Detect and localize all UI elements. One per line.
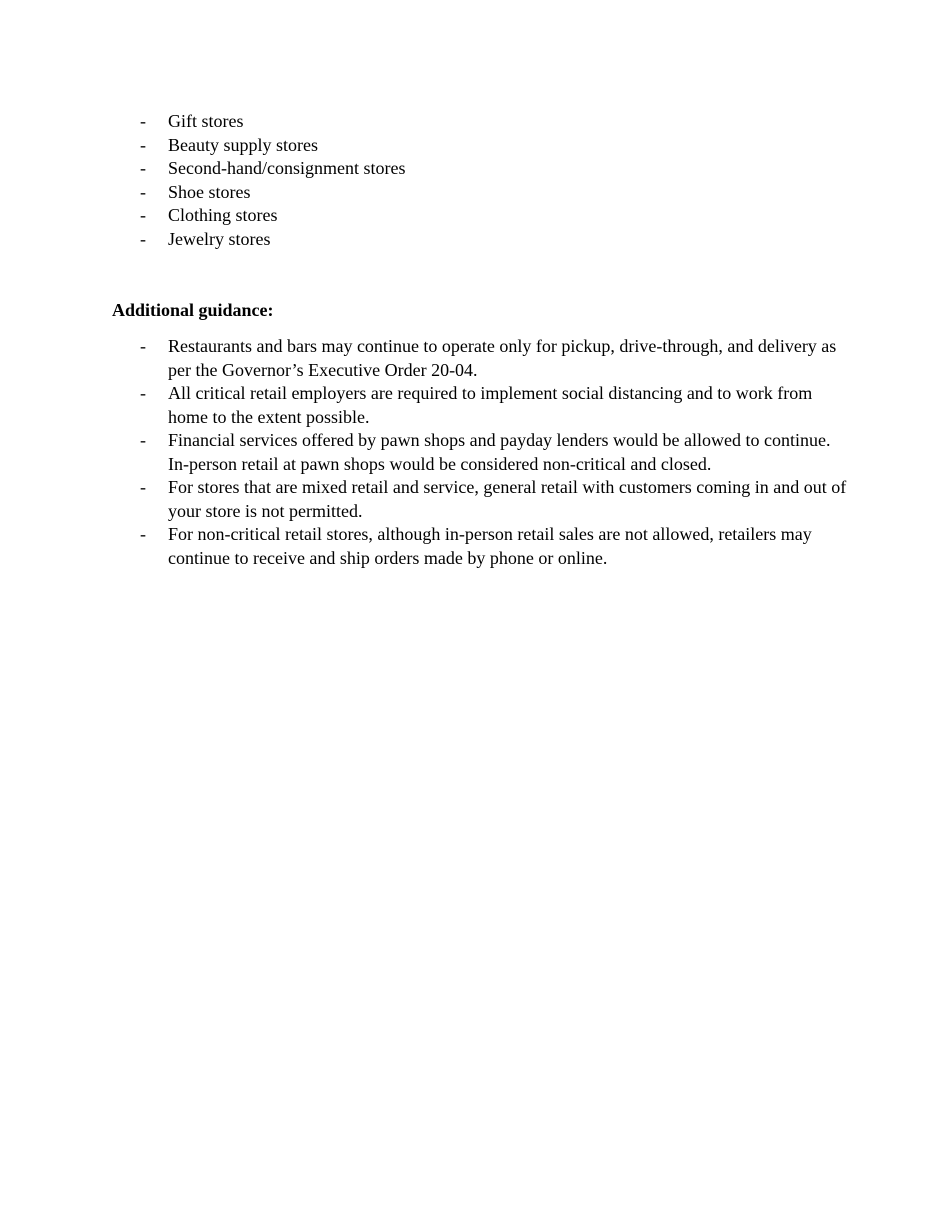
bullet-dash: - <box>140 383 146 403</box>
bullet-dash: - <box>140 228 146 249</box>
list-item-text: Clothing stores <box>168 205 278 225</box>
list-item-text: Jewelry stores <box>168 228 271 249</box>
list-item-text: Shoe stores <box>168 181 251 202</box>
list-item-text: All critical retail employers are required to implement social distancing and to work from home to the extent possible. <box>168 383 813 427</box>
list-item-text: Gift stores <box>168 111 244 131</box>
list-item-text: Beauty supply stores <box>168 134 318 155</box>
list-item-text: For stores that are mixed retail and service, general retail with customers coming in and out of your store is not permitted. <box>168 477 847 521</box>
list-item <box>0 134 848 158</box>
bullet-dash: - <box>140 205 146 225</box>
list-item-text: Financial services offered by pawn shops and payday lenders would be allowed to continue. In-person retail at pawn shops would be considered non-critical and closed. <box>168 430 831 474</box>
list-item <box>0 382 848 429</box>
bullet-dash: - <box>140 477 146 497</box>
bullet-dash: - <box>140 524 146 544</box>
bullet-dash: - <box>140 336 146 356</box>
guidance-list <box>0 335 848 570</box>
list-item <box>0 523 848 570</box>
list-item <box>0 181 848 205</box>
bullet-dash: - <box>140 181 146 202</box>
bullet-dash: - <box>140 158 146 178</box>
list-item-text: Restaurants and bars may continue to operate only for pickup, drive-through, and delivery as per the Governor’s Executive Order 20-04. <box>168 336 837 380</box>
section-heading: Additional guidance: <box>112 300 274 320</box>
list-item <box>0 204 848 228</box>
list-item <box>0 476 848 523</box>
store-list <box>0 110 848 251</box>
list-item <box>0 157 848 181</box>
bullet-dash: - <box>140 134 146 155</box>
list-item <box>0 429 848 476</box>
list-item <box>0 110 848 134</box>
list-item <box>0 335 848 382</box>
bullet-dash: - <box>140 111 146 131</box>
list-item <box>0 228 848 252</box>
bullet-dash: - <box>140 430 146 450</box>
list-item-text: Second-hand/consignment stores <box>168 158 406 178</box>
list-item-text: For non-critical retail stores, although in-person retail sales are not allowed, retailers may continue to receive and ship orders made by phone or online. <box>168 524 812 568</box>
